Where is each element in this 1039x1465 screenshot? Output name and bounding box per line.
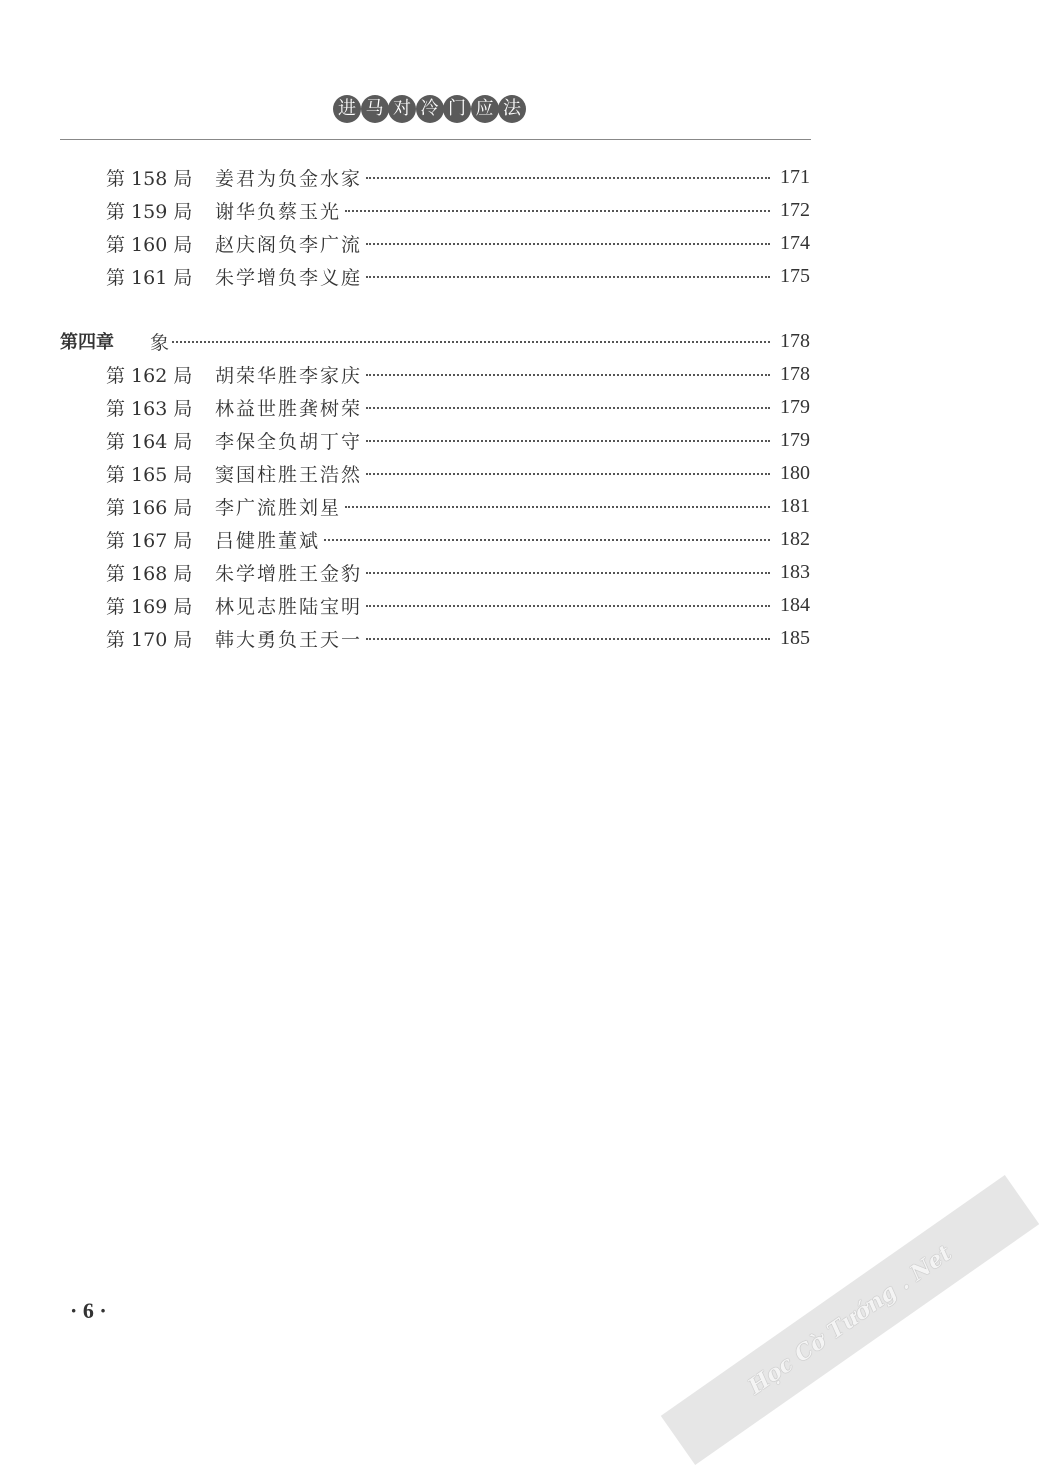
page-ref: 179 (780, 428, 810, 451)
page-ref: 181 (780, 494, 810, 517)
game-title: 朱学增负李义庭 (215, 266, 363, 289)
toc-entry[interactable] (0, 526, 810, 552)
game-number: 第 159 局 (106, 200, 193, 223)
game-number: 第 167 局 (106, 529, 193, 552)
header-rule (60, 139, 811, 140)
game-title: 赵庆阁负李广流 (215, 233, 363, 256)
page-ref: 185 (780, 626, 810, 649)
game-number: 第 163 局 (106, 397, 193, 420)
leader-dots (345, 506, 770, 508)
leader-dots (324, 539, 770, 541)
page-number: · 6 · (70, 1298, 107, 1323)
toc-entry[interactable] (0, 263, 810, 289)
game-number: 第 158 局 (106, 167, 193, 190)
title-char: 应 (471, 95, 499, 123)
chapter-label: 第四章 (60, 332, 114, 353)
leader-dots (366, 407, 770, 409)
leader-dots (366, 473, 770, 475)
game-title: 胡荣华胜李家庆 (215, 364, 363, 387)
game-title: 李广流胜刘星 (215, 496, 342, 519)
game-title: 谢华负蔡玉光 (215, 200, 342, 223)
leader-dots (366, 243, 770, 245)
game-number: 第 164 局 (106, 430, 193, 453)
toc-entry[interactable] (0, 361, 810, 387)
leader-dots (366, 276, 770, 278)
page-ref: 179 (780, 395, 810, 418)
leader-dots (366, 638, 770, 640)
game-title: 姜君为负金水家 (215, 167, 363, 190)
game-title: 林益世胜龚树荣 (215, 397, 363, 420)
toc-entry[interactable] (0, 460, 810, 486)
game-number: 第 166 局 (106, 496, 193, 519)
leader-dots (366, 605, 770, 607)
watermark-text: Học Cờ Tướng . Net (743, 1239, 957, 1401)
game-number: 第 162 局 (106, 364, 193, 387)
toc-entry[interactable] (0, 197, 810, 223)
game-title: 韩大勇负王天一 (215, 628, 363, 651)
game-number: 第 168 局 (106, 562, 193, 585)
game-number: 第 165 局 (106, 463, 193, 486)
toc-entry[interactable] (0, 625, 810, 651)
title-char: 马 (361, 95, 389, 123)
toc-entry[interactable] (0, 592, 810, 618)
page-ref: 174 (780, 231, 810, 254)
game-title: 窦国柱胜王浩然 (215, 463, 363, 486)
leader-dots (366, 572, 770, 574)
page-ref: 175 (780, 264, 810, 287)
leader-dots (172, 341, 770, 343)
toc-entry[interactable] (0, 328, 810, 354)
watermark (661, 1175, 1039, 1465)
book-title (333, 95, 526, 123)
title-char: 法 (498, 95, 526, 123)
toc-entry[interactable] (0, 394, 810, 420)
game-number: 第 169 局 (106, 595, 193, 618)
game-title: 林见志胜陆宝明 (215, 595, 363, 618)
toc-entry[interactable] (0, 230, 810, 256)
leader-dots (366, 440, 770, 442)
leader-dots (366, 177, 770, 179)
title-char: 门 (443, 95, 471, 123)
page-ref: 182 (780, 527, 810, 550)
page-ref: 178 (780, 329, 810, 352)
page-ref: 183 (780, 560, 810, 583)
title-char: 冷 (416, 95, 444, 123)
page-ref: 180 (780, 461, 810, 484)
page-ref: 184 (780, 593, 810, 616)
game-number: 第 161 局 (106, 266, 193, 289)
toc-entry[interactable] (0, 427, 810, 453)
toc-entry[interactable] (0, 164, 810, 190)
toc-entry[interactable] (0, 559, 810, 585)
title-char: 对 (388, 95, 416, 123)
chapter-name: 象 (150, 331, 170, 354)
game-title: 朱学增胜王金豹 (215, 562, 363, 585)
toc-entry[interactable] (0, 493, 810, 519)
page-ref: 172 (780, 198, 810, 221)
game-title: 吕健胜董斌 (215, 529, 321, 552)
game-title: 李保全负胡丁守 (215, 430, 363, 453)
title-char: 进 (333, 95, 361, 123)
leader-dots (345, 210, 770, 212)
page-ref: 171 (780, 165, 810, 188)
game-number: 第 160 局 (106, 233, 193, 256)
leader-dots (366, 374, 770, 376)
game-number: 第 170 局 (106, 628, 193, 651)
page-ref: 178 (780, 362, 810, 385)
